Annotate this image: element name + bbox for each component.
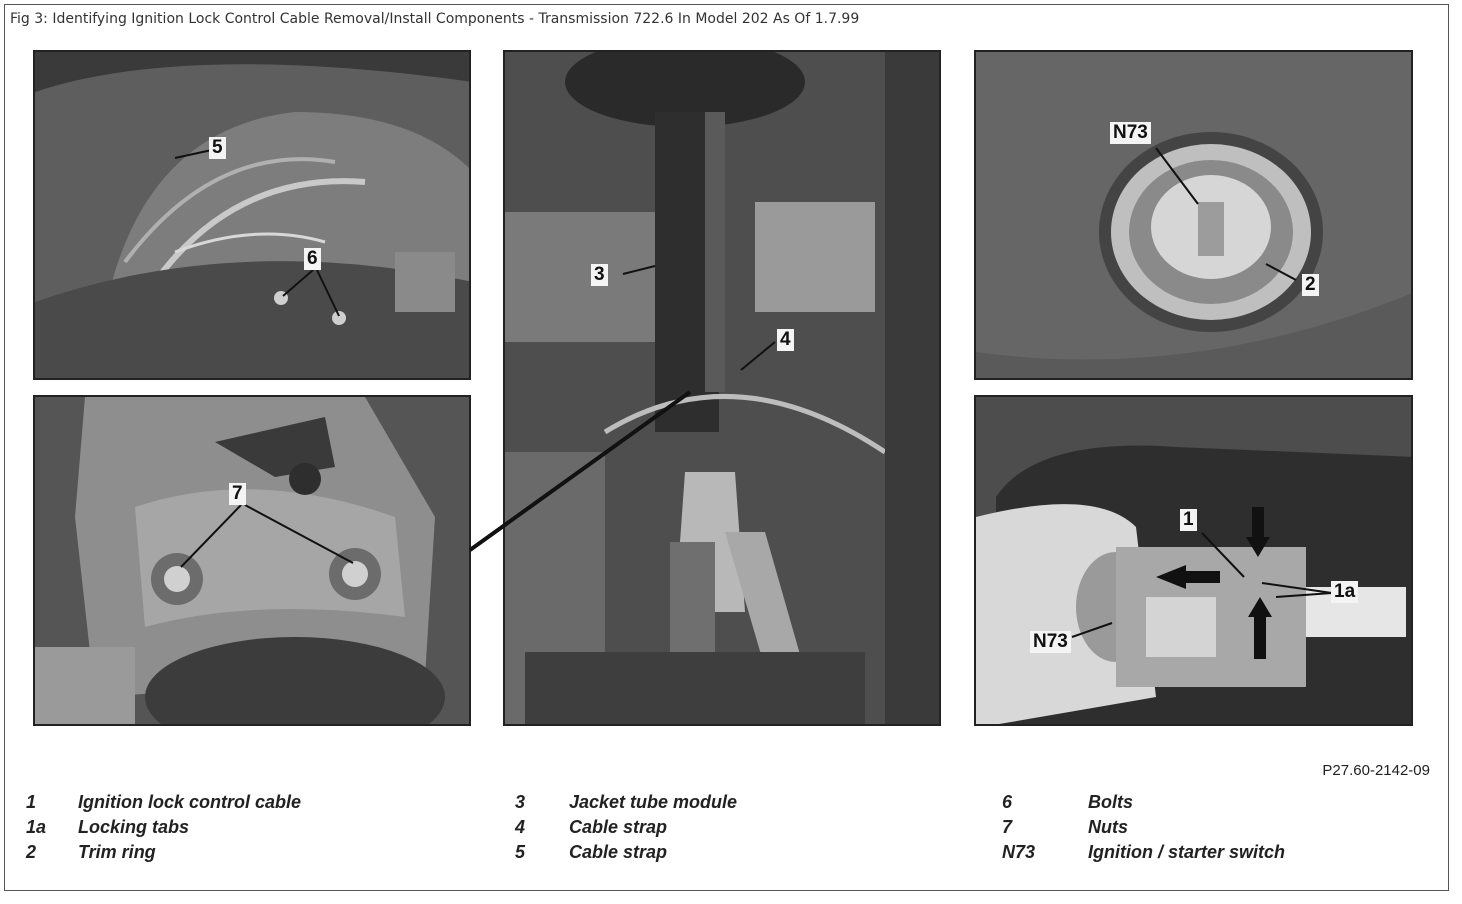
photo-dash-wiring [33,50,471,380]
legend-item: 4 Cable strap [515,817,668,837]
photo-ignition-removal-art [976,397,1413,726]
callout-n73-top: N73 [1110,122,1151,144]
figure-reference: P27.60-2142-09 [1322,762,1430,779]
legend-item: 1 Ignition lock control cable [26,792,302,812]
figure-caption: Fig 3: Identifying Ignition Lock Control Cable Removal/Install Components - Transmission 722.6 In Model 202 As Of 1.7.99 [10,11,860,27]
photo-dash-wiring-art [35,52,471,380]
photo-ignition-trim-ring-art [976,52,1413,380]
callout-6: 6 [304,248,321,270]
callout-1: 1 [1180,509,1197,531]
photo-ignition-trim-ring [974,50,1413,380]
legend-item: 6 Bolts [1002,792,1133,812]
legend-column-3 [1002,792,1422,867]
legend-item: 7 Nuts [1002,817,1128,837]
callout-1a: 1a [1331,581,1358,603]
legend-column-1 [26,792,486,867]
legend-item: 3 Jacket tube module [515,792,738,812]
legend-item: N73 Ignition / starter switch [1002,842,1286,862]
legend-item: 2 Trim ring [26,842,156,862]
photo-ignition-removal [974,395,1413,726]
legend-column-2 [515,792,975,867]
callout-3: 3 [591,264,608,286]
photo-nuts-art [35,397,471,726]
detail-connector-line [460,380,710,560]
callout-2: 2 [1302,274,1319,296]
legend-item: 5 Cable strap [515,842,668,862]
photo-nuts [33,395,471,726]
callout-5: 5 [209,137,226,159]
callout-n73-bottom: N73 [1030,631,1071,653]
callout-7: 7 [229,483,246,505]
legend-item: 1a Locking tabs [26,817,190,837]
callout-4: 4 [777,329,794,351]
